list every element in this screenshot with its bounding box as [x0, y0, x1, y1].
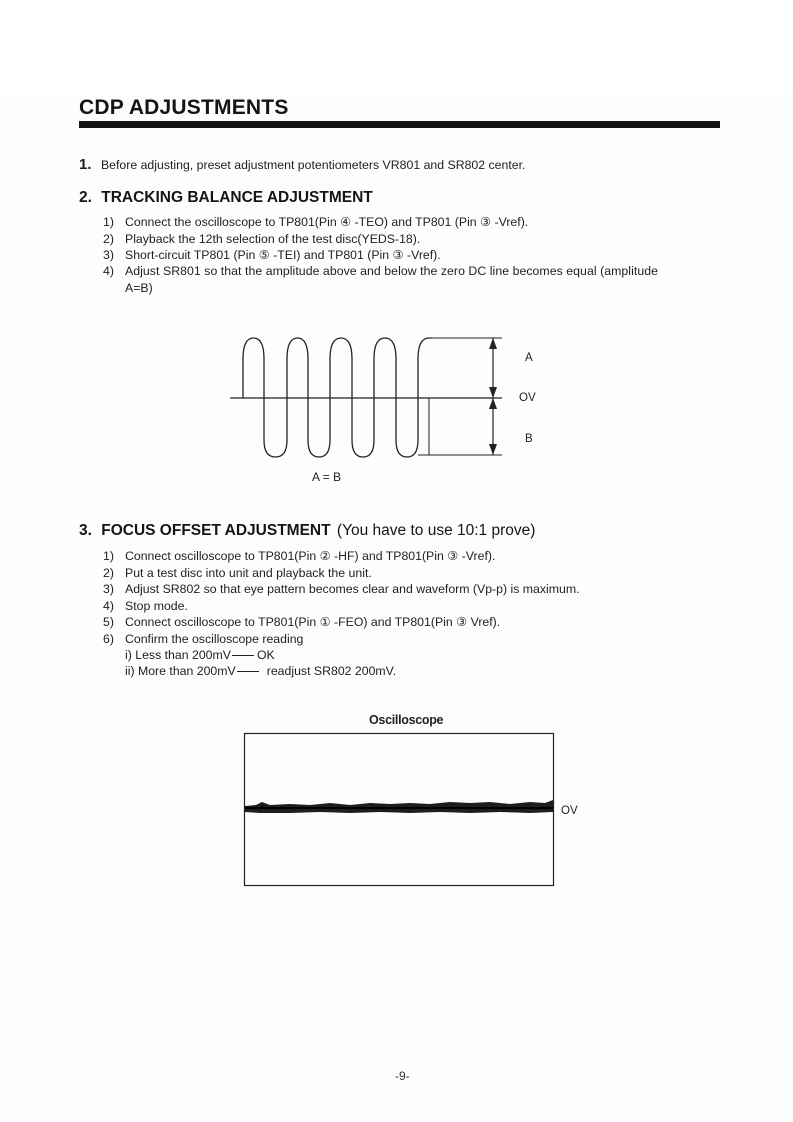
section3-title: FOCUS OFFSET ADJUSTMENT [101, 522, 331, 539]
page-number: -9- [395, 1069, 410, 1083]
step-number: 5) [103, 615, 114, 629]
step-number: 1) [103, 215, 114, 229]
step-number: 1) [103, 549, 114, 563]
section1-number: 1. [79, 156, 92, 173]
step-number: 2) [103, 566, 114, 580]
scope-zero-label: OV [561, 805, 578, 817]
label-zero-volt: OV [519, 392, 536, 404]
step-number: 4) [103, 264, 115, 278]
step-text: Connect oscilloscope to TP801(Pin ① -FEO) and TP801(Pin ③ Vref). [125, 615, 501, 629]
step-text: Playback the 12th selection of the test disc(YEDS-18). [125, 232, 421, 246]
section3-note: (You have to use 10:1 prove) [336, 522, 536, 539]
reading-condition: ii) More than 200mV [125, 664, 236, 678]
step-text: Adjust SR801 so that the amplitude above and below the zero DC line becomes equal (amplitude [125, 264, 658, 278]
step-text: Connect the oscilloscope to TP801(Pin ④ -TEO) and TP801 (Pin ③ -Vref). [125, 215, 529, 229]
reading-condition: i) Less than 200mV [125, 648, 231, 662]
label-b: B [525, 433, 533, 445]
scope-title: Oscilloscope [369, 713, 444, 727]
section2-title: TRACKING BALANCE ADJUSTMENT [101, 189, 373, 206]
step-text: Short-circuit TP801 (Pin ⑤ -TEI) and TP801 (Pin ③ -Vref). [125, 248, 441, 262]
reading-result: readjust SR802 200mV. [266, 664, 397, 678]
section3-number: 3. [79, 522, 92, 539]
label-a: A [525, 352, 533, 364]
step-text: Adjust SR802 so that eye pattern becomes clear and waveform (Vp-p) is maximum. [125, 582, 580, 596]
step-text: Confirm the oscilloscope reading [125, 632, 304, 646]
step-number: 4) [103, 599, 114, 613]
diagram-caption: A = B [312, 470, 342, 484]
step-text: Stop mode. [125, 599, 188, 613]
section1-text: Before adjusting, preset adjustment potentiometers VR801 and SR802 center. [100, 158, 526, 172]
step-text: Connect oscilloscope to TP801(Pin ② -HF) and TP801(Pin ③ -Vref). [125, 549, 496, 563]
step-text: Put a test disc into unit and playback the unit. [125, 566, 372, 580]
page-title: CDP ADJUSTMENTS [79, 96, 289, 119]
section2-number: 2. [79, 189, 92, 206]
step-continuation: A=B) [125, 281, 153, 295]
reading-result: OK [256, 648, 275, 662]
step-number: 3) [103, 582, 114, 596]
step-number: 6) [103, 632, 114, 646]
step-number: 2) [103, 232, 114, 246]
step-number: 3) [103, 248, 114, 262]
